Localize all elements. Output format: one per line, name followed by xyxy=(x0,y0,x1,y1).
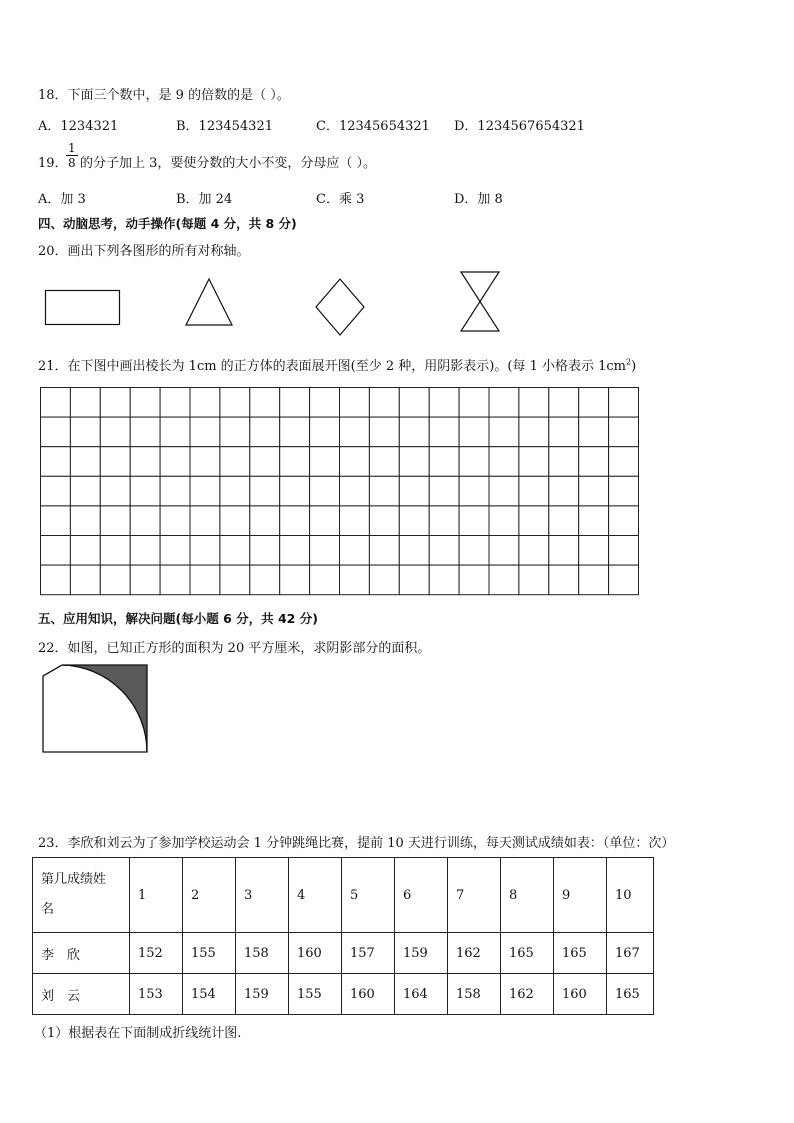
grid-cell[interactable] xyxy=(519,536,549,566)
day-header: 5 xyxy=(342,858,395,933)
grid-cell[interactable] xyxy=(250,536,280,566)
grid-cell[interactable] xyxy=(250,565,280,595)
score-cell: 159 xyxy=(395,933,448,974)
day-header: 3 xyxy=(236,858,289,933)
grid-cell[interactable] xyxy=(609,536,639,566)
q21-stem-superscript: 2 xyxy=(625,357,632,367)
q20-shapes xyxy=(0,265,794,345)
q18-option-a: A．1234321 xyxy=(38,119,119,134)
grid-cell[interactable] xyxy=(429,447,459,477)
q21-stem-text: 21．在下图中画出棱长为 1cm 的正方体的表面展开图(至少 2 种，用阴影表示)。(每 1 小格表示 1cm xyxy=(38,359,626,374)
grid-cell[interactable] xyxy=(190,447,220,477)
shaded-region xyxy=(62,665,147,752)
grid-cell[interactable] xyxy=(70,536,100,566)
grid-cell[interactable] xyxy=(190,417,220,447)
grid-cell[interactable] xyxy=(220,506,250,536)
grid-cell[interactable] xyxy=(399,417,429,447)
grid-cell[interactable] xyxy=(489,536,519,566)
grid-cell[interactable] xyxy=(70,447,100,477)
student-name: 李 欣 xyxy=(33,933,130,974)
score-cell: 167 xyxy=(607,933,654,974)
score-cell: 160 xyxy=(289,933,342,974)
q18-option-b: B．123454321 xyxy=(176,119,273,134)
grid-cell[interactable] xyxy=(310,506,340,536)
grid-cell[interactable] xyxy=(160,536,190,566)
grid-cell[interactable] xyxy=(489,388,519,418)
header-line-2: 名 xyxy=(41,902,55,917)
grid-cell[interactable] xyxy=(310,476,340,506)
grid-cell[interactable] xyxy=(549,565,579,595)
triangle-shape xyxy=(186,279,232,325)
grid-cell[interactable] xyxy=(41,506,71,536)
grid-cell[interactable] xyxy=(340,447,370,477)
grid-cell[interactable] xyxy=(100,565,130,595)
grid-cell[interactable] xyxy=(280,506,310,536)
q22-stem: 22．如图，已知正方形的面积为 20 平方厘米，求阴影部分的面积。 xyxy=(38,641,431,656)
grid-cell[interactable] xyxy=(579,447,609,477)
grid-cell[interactable] xyxy=(369,476,399,506)
grid-cell[interactable] xyxy=(609,565,639,595)
score-cell: 157 xyxy=(342,933,395,974)
grid-cell[interactable] xyxy=(280,447,310,477)
grid-cell[interactable] xyxy=(519,388,549,418)
grid-cell[interactable] xyxy=(459,536,489,566)
grid-cell[interactable] xyxy=(280,565,310,595)
grid-cell[interactable] xyxy=(130,536,160,566)
grid-cell[interactable] xyxy=(489,506,519,536)
day-header: 6 xyxy=(395,858,448,933)
q19-fraction-denominator: 8 xyxy=(68,156,76,170)
grid-cell[interactable] xyxy=(190,565,220,595)
score-cell: 154 xyxy=(183,974,236,1015)
grid-cell[interactable] xyxy=(130,388,160,418)
grid-cell[interactable] xyxy=(609,447,639,477)
grid-cell[interactable] xyxy=(549,536,579,566)
grid-cell[interactable] xyxy=(579,506,609,536)
score-cell: 162 xyxy=(501,974,554,1015)
grid-cell[interactable] xyxy=(459,476,489,506)
grid-cell[interactable] xyxy=(340,565,370,595)
grid-cell[interactable] xyxy=(220,388,250,418)
grid-cell[interactable] xyxy=(369,417,399,447)
grid-cell[interactable] xyxy=(310,388,340,418)
q20-stem: 20．画出下列各图形的所有对称轴。 xyxy=(38,244,250,259)
q21-stem-tail: ) xyxy=(631,359,637,374)
table-row xyxy=(33,933,654,974)
grid-cell[interactable] xyxy=(130,565,160,595)
grid-cell[interactable] xyxy=(220,476,250,506)
grid-cell[interactable] xyxy=(609,506,639,536)
grid-cell[interactable] xyxy=(70,565,100,595)
grid-cell[interactable] xyxy=(579,476,609,506)
grid-cell[interactable] xyxy=(549,447,579,477)
grid-cell[interactable] xyxy=(280,476,310,506)
grid-cell[interactable] xyxy=(369,506,399,536)
grid-cell[interactable] xyxy=(369,565,399,595)
grid-cell[interactable] xyxy=(100,536,130,566)
grid-cell[interactable] xyxy=(220,536,250,566)
day-header: 10 xyxy=(607,858,654,933)
grid-cell[interactable] xyxy=(41,447,71,477)
grid-cell[interactable] xyxy=(100,506,130,536)
grid-cell[interactable] xyxy=(519,447,549,477)
grid-cell[interactable] xyxy=(340,506,370,536)
grid-cell[interactable] xyxy=(41,565,71,595)
grid-cell[interactable] xyxy=(160,417,190,447)
q22-square-figure xyxy=(40,662,150,756)
grid-cell[interactable] xyxy=(609,388,639,418)
grid-cell[interactable] xyxy=(250,476,280,506)
day-header: 8 xyxy=(501,858,554,933)
grid-cell[interactable] xyxy=(280,388,310,418)
score-cell: 158 xyxy=(448,974,501,1015)
grid-cell[interactable] xyxy=(41,536,71,566)
grid-cell[interactable] xyxy=(100,476,130,506)
grid-cell[interactable] xyxy=(399,447,429,477)
q19-option-b: B．加 24 xyxy=(176,192,233,207)
score-cell: 160 xyxy=(342,974,395,1015)
day-header: 1 xyxy=(130,858,183,933)
grid-cell[interactable] xyxy=(459,565,489,595)
grid-cell[interactable] xyxy=(609,476,639,506)
grid-cell[interactable] xyxy=(310,536,340,566)
grid-cell[interactable] xyxy=(310,417,340,447)
grid-cell[interactable] xyxy=(220,565,250,595)
grid-cell[interactable] xyxy=(609,417,639,447)
q19-option-c: C．乘 3 xyxy=(316,192,365,207)
grid-cell[interactable] xyxy=(429,417,459,447)
grid-cell[interactable] xyxy=(579,388,609,418)
grid-cell[interactable] xyxy=(130,506,160,536)
grid-cell[interactable] xyxy=(549,417,579,447)
grid-cell[interactable] xyxy=(250,447,280,477)
hourglass-shape xyxy=(461,272,499,331)
grid-cell[interactable] xyxy=(459,506,489,536)
grid-cell[interactable] xyxy=(190,388,220,418)
grid-cell[interactable] xyxy=(340,536,370,566)
grid-cell[interactable] xyxy=(250,388,280,418)
grid-cell[interactable] xyxy=(429,536,459,566)
q19-option-d: D．加 8 xyxy=(454,192,503,207)
grid-cell[interactable] xyxy=(130,447,160,477)
grid-cell[interactable] xyxy=(190,506,220,536)
grid-cell[interactable] xyxy=(489,476,519,506)
grid-cell[interactable] xyxy=(429,476,459,506)
square-grid[interactable] xyxy=(40,387,640,597)
score-cell: 164 xyxy=(395,974,448,1015)
grid-cell[interactable] xyxy=(429,388,459,418)
grid-cell[interactable] xyxy=(41,388,71,418)
grid-cell[interactable] xyxy=(250,417,280,447)
grid-cell[interactable] xyxy=(459,388,489,418)
grid-cell[interactable] xyxy=(459,447,489,477)
grid-cell[interactable] xyxy=(459,417,489,447)
grid-cell[interactable] xyxy=(340,417,370,447)
score-cell: 159 xyxy=(236,974,289,1015)
grid-cell[interactable] xyxy=(519,506,549,536)
grid-cell[interactable] xyxy=(429,565,459,595)
grid-cell[interactable] xyxy=(130,417,160,447)
grid-cell[interactable] xyxy=(100,417,130,447)
grid-cell[interactable] xyxy=(100,388,130,418)
grid-cell[interactable] xyxy=(549,388,579,418)
grid-cell[interactable] xyxy=(340,388,370,418)
score-cell: 152 xyxy=(130,933,183,974)
grid-cell[interactable] xyxy=(280,417,310,447)
grid-cell[interactable] xyxy=(250,506,280,536)
q18-option-d: D．1234567654321 xyxy=(454,119,585,134)
grid-cell[interactable] xyxy=(399,565,429,595)
grid-cell[interactable] xyxy=(220,417,250,447)
q19-fraction-numerator: 1 xyxy=(68,141,76,155)
table-header-row xyxy=(33,858,654,933)
student-name: 刘 云 xyxy=(33,974,130,1015)
score-cell: 158 xyxy=(236,933,289,974)
q23-sub-question-1: （1）根据表在下面制成折线统计图. xyxy=(34,1026,242,1041)
grid-cell[interactable] xyxy=(519,417,549,447)
score-cell: 165 xyxy=(554,933,607,974)
q18-stem: 18．下面三个数中，是 9 的倍数的是（ ）。 xyxy=(38,88,290,103)
grid-cell[interactable] xyxy=(399,476,429,506)
grid-cell[interactable] xyxy=(70,476,100,506)
score-cell: 160 xyxy=(554,974,607,1015)
grid-cell[interactable] xyxy=(489,447,519,477)
grid-cell[interactable] xyxy=(280,536,310,566)
score-cell: 155 xyxy=(183,933,236,974)
q19-stem: 的分子加上 3，要使分数的大小不变，分母应（ ）。 xyxy=(80,156,377,171)
grid-cell[interactable] xyxy=(579,565,609,595)
rhombus-shape xyxy=(316,279,364,335)
grid-cell[interactable] xyxy=(100,447,130,477)
rectangle-shape xyxy=(46,291,120,325)
section-5-title: 五、应用知识，解决问题(每小题 6 分，共 42 分) xyxy=(38,611,318,626)
header-line-1: 第几成绩姓 xyxy=(41,872,107,887)
grid-cell[interactable] xyxy=(369,388,399,418)
grid-cell[interactable] xyxy=(160,447,190,477)
grid-cell[interactable] xyxy=(579,536,609,566)
grid-cell[interactable] xyxy=(399,388,429,418)
day-header: 4 xyxy=(289,858,342,933)
grid-cell[interactable] xyxy=(369,536,399,566)
grid-cell[interactable] xyxy=(160,506,190,536)
grid-cell[interactable] xyxy=(519,565,549,595)
grid-cell[interactable] xyxy=(310,447,340,477)
grid-cell[interactable] xyxy=(549,506,579,536)
day-header: 2 xyxy=(183,858,236,933)
score-cell: 153 xyxy=(130,974,183,1015)
score-cell: 165 xyxy=(607,974,654,1015)
grid-cell[interactable] xyxy=(70,388,100,418)
q19-option-a: A．加 3 xyxy=(38,192,86,207)
grid-cell[interactable] xyxy=(340,476,370,506)
grid-cell[interactable] xyxy=(399,506,429,536)
grid-cell[interactable] xyxy=(519,476,549,506)
grid-cell[interactable] xyxy=(489,565,519,595)
grid-cell[interactable] xyxy=(399,536,429,566)
grid-cell[interactable] xyxy=(160,388,190,418)
table-corner-header xyxy=(33,858,130,933)
grid-cell[interactable] xyxy=(310,565,340,595)
grid-cell[interactable] xyxy=(429,506,459,536)
day-header: 9 xyxy=(554,858,607,933)
q19-number: 19． xyxy=(38,156,68,171)
grid-cell[interactable] xyxy=(41,476,71,506)
q21-stem xyxy=(38,355,636,374)
q19-fraction xyxy=(66,141,78,170)
grid-cell[interactable] xyxy=(70,506,100,536)
grid-cell[interactable] xyxy=(130,476,160,506)
grid-cell[interactable] xyxy=(190,476,220,506)
table-row xyxy=(33,974,654,1015)
grid-cell[interactable] xyxy=(160,476,190,506)
q23-stem: 23．李欣和刘云为了参加学校运动会 1 分钟跳绳比赛，提前 10 天进行训练，每天测试成绩如表：（单位：次） xyxy=(38,836,675,851)
grid-cell[interactable] xyxy=(190,536,220,566)
grid-cell[interactable] xyxy=(369,447,399,477)
section-4-title: 四、动脑思考，动手操作(每题 4 分，共 8 分) xyxy=(38,216,297,231)
score-table xyxy=(32,857,654,1015)
grid-cell[interactable] xyxy=(579,417,609,447)
grid-cell[interactable] xyxy=(220,447,250,477)
q18-option-c: C．12345654321 xyxy=(316,119,430,134)
score-cell: 162 xyxy=(448,933,501,974)
score-cell: 155 xyxy=(289,974,342,1015)
score-cell: 165 xyxy=(501,933,554,974)
grid-cell[interactable] xyxy=(160,565,190,595)
day-header: 7 xyxy=(448,858,501,933)
grid-cell[interactable] xyxy=(70,417,100,447)
grid-cell[interactable] xyxy=(41,417,71,447)
grid-cell[interactable] xyxy=(549,476,579,506)
grid-cell[interactable] xyxy=(489,417,519,447)
